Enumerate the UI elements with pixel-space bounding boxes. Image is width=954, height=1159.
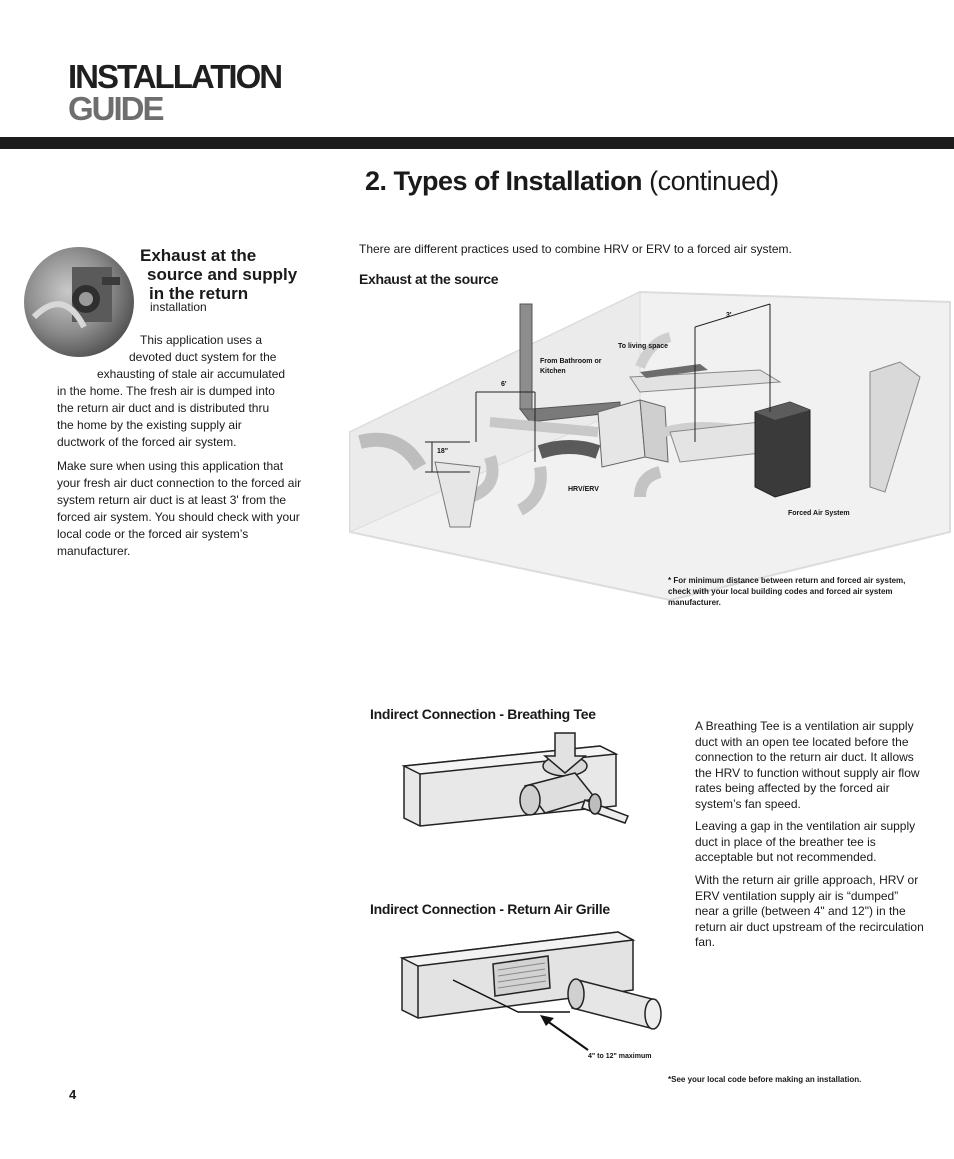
- guide-title-line2: GUIDE: [68, 90, 163, 127]
- label-to-living: To living space: [618, 343, 669, 350]
- section-title-continued: (continued): [649, 166, 779, 196]
- sidebar-heading-line: source and supply: [147, 265, 298, 284]
- label-18in: 18": [437, 448, 449, 455]
- label-4-to-12: 4" to 12" maximum: [588, 1053, 652, 1060]
- gap-paragraph: Leaving a gap in the ventilation air supply duct in place of the breather tee is acceptable but not recommended.: [695, 819, 916, 864]
- sidebar-heading-line: Exhaust at the: [140, 246, 257, 265]
- diagram1-heading: Exhaust at the source: [359, 271, 499, 287]
- paragraph-line: in the home. The fresh air is dumped into: [57, 384, 275, 398]
- exhaust-at-source-diagram: [340, 282, 954, 602]
- label-from-bath-1: From Bathroom or: [540, 358, 602, 365]
- sidebar-heading-line: in the return: [149, 284, 249, 303]
- sidebar-paragraph-1: [57, 332, 302, 451]
- sidebar-paragraph-2: Make sure when using this application that your fresh air duct connection to the forced air system return air duct is at least 3' from the forced air system. You should check with your local code or the forced air system’s manufacturer.: [57, 459, 302, 558]
- diagram2-heading: Indirect Connection - Breathing Tee: [370, 706, 596, 722]
- paragraph-line: This application uses a: [140, 333, 263, 347]
- paragraph-line: devoted duct system for the: [129, 350, 277, 364]
- paragraph-line: ductwork of the forced air system.: [57, 435, 237, 449]
- label-6ft: 6': [501, 381, 507, 388]
- bottom-footnote: *See your local code before making an installation.: [668, 1075, 862, 1084]
- intro-text: There are different practices used to combine HRV or ERV to a forced air system.: [359, 242, 792, 256]
- sidebar-heading: [140, 246, 297, 303]
- paragraph-line: the home by the existing supply air: [57, 418, 242, 432]
- return-air-grille-diagram: [398, 928, 668, 1066]
- page-number: 4: [69, 1087, 77, 1102]
- label-hrv-erv: HRV/ERV: [568, 486, 599, 493]
- label-forced-air: Forced Air System: [788, 510, 850, 517]
- return-grille-paragraph: With the return air grille approach, HRV or ERV ventilation supply air is “dumped” near a grille (between 4" and 12") in the return air duct upstream of the recirculation fan.: [695, 873, 924, 949]
- diagram1-footnote: * For minimum distance between return and forced air system, check with your local building codes and forced air system manufacturer.: [668, 576, 906, 607]
- section-title: [365, 166, 779, 197]
- sidebar-subheading: installation: [150, 300, 207, 314]
- header-rule: [0, 137, 954, 149]
- section-title-main: 2. Types of Installation: [365, 166, 643, 196]
- breathing-tee-diagram: [400, 728, 640, 833]
- label-from-bath-2: Kitchen: [540, 368, 566, 375]
- guide-title-line1: INSTALLATION: [68, 58, 282, 95]
- label-3ft: 3': [726, 312, 732, 319]
- diagram3-heading: Indirect Connection - Return Air Grille: [370, 901, 610, 917]
- paragraph-line: the return air duct and is distributed thru: [57, 401, 270, 415]
- breathing-tee-paragraph: A Breathing Tee is a ventilation air supply duct with an open tee located before the connection to the return air duct. It allows the HRV to function without supply air flow rates being affected by the forced air system’s fan speed.: [695, 719, 920, 811]
- paragraph-line: exhausting of stale air accumulated: [97, 367, 286, 381]
